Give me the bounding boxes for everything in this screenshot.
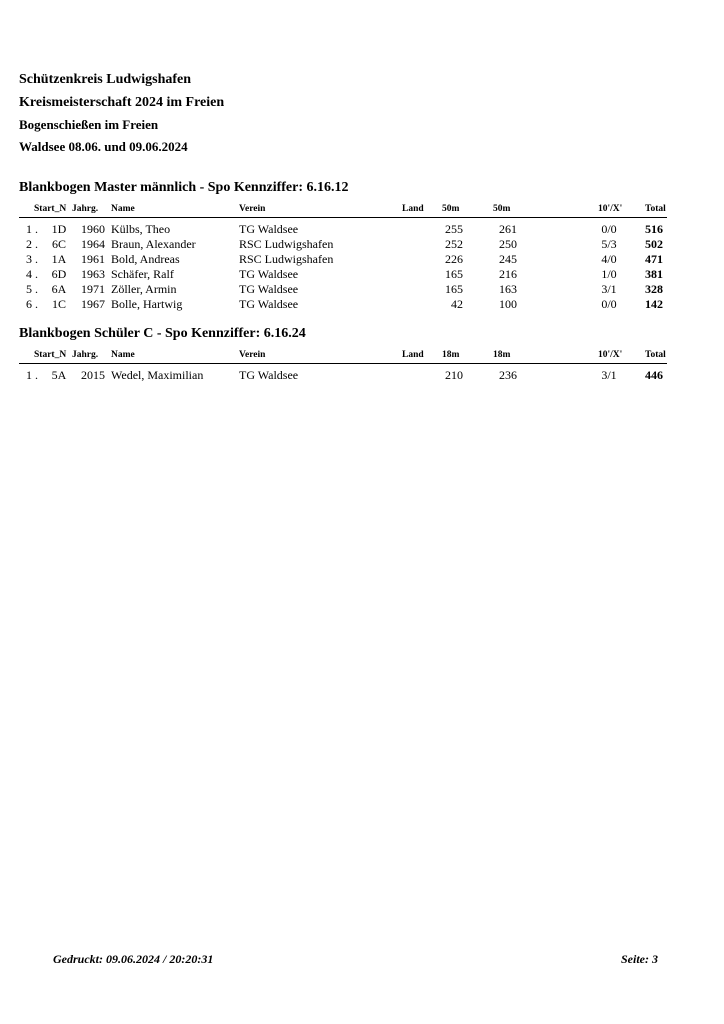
column-header-row [0,202,724,216]
total: 471 [645,252,663,266]
rank: 2 . [26,237,38,251]
col-total: Total [645,204,666,214]
tens-x: 4/0 [601,252,617,266]
col-start-number: Start_N [34,204,67,214]
tens-x: 0/0 [601,222,617,236]
start-number: 6C [51,237,66,251]
page-number: Seite: 3 [621,952,658,966]
archer-name: Braun, Alexander [111,237,196,251]
club: TG Waldsee [239,282,299,296]
tens-x: 3/1 [601,282,617,296]
birth-year: 2015 [81,368,105,382]
score-1: 165 [445,267,463,281]
start-number: 6A [51,282,67,296]
discipline-title: Bogenschießen im Freien [19,117,159,132]
rank: 1 . [26,368,38,382]
start-number: 1C [51,297,66,311]
col-tens-x: 10'/X' [598,204,623,214]
birth-year: 1967 [81,297,105,311]
col-score-1: 18m [442,350,460,360]
start-number: 5A [51,368,67,382]
rank: 5 . [26,282,38,296]
col-name: Name [111,204,135,214]
rank: 1 . [26,222,38,236]
col-club: Verein [239,350,266,360]
rank: 4 . [26,267,38,281]
header-divider [19,217,667,218]
col-land: Land [402,204,424,214]
total: 502 [645,237,663,251]
score-1: 210 [445,368,463,382]
total: 381 [645,267,663,281]
archer-name: Bold, Andreas [111,252,180,266]
result-row [0,222,724,237]
result-row [0,237,724,252]
birth-year: 1971 [81,282,105,296]
start-number: 1A [51,252,67,266]
archer-name: Schäfer, Ralf [111,267,174,281]
score-2: 250 [499,237,517,251]
score-2: 236 [499,368,517,382]
col-tens-x: 10'/X' [598,350,623,360]
score-1: 165 [445,282,463,296]
result-row [0,267,724,282]
rank: 3 . [26,252,38,266]
club: TG Waldsee [239,368,299,382]
club: RSC Ludwigshafen [239,237,334,251]
archer-name: Bolle, Hartwig [111,297,183,311]
club: TG Waldsee [239,297,299,311]
club: TG Waldsee [239,267,299,281]
col-name: Name [111,350,135,360]
col-total: Total [645,350,666,360]
score-2: 163 [499,282,517,296]
col-club: Verein [239,204,266,214]
total: 328 [645,282,663,296]
result-row [0,368,724,383]
rank: 6 . [26,297,38,311]
col-birth-year: Jahrg. [72,350,99,360]
score-2: 261 [499,222,517,236]
tens-x: 5/3 [601,237,617,251]
col-land: Land [402,350,424,360]
score-1: 252 [445,237,463,251]
event-title: Kreismeisterschaft 2024 im Freien [19,95,225,110]
archer-name: Zöller, Armin [111,282,177,296]
event-date-location: Waldsee 08.06. und 09.06.2024 [19,139,188,154]
tens-x: 1/0 [601,267,617,281]
tens-x: 0/0 [601,297,617,311]
birth-year: 1964 [81,237,105,251]
total: 446 [645,368,663,382]
section-title: Blankbogen Master männlich - Spo Kennziffer: 6.16.12 [19,180,349,195]
start-number: 1D [51,222,67,236]
club: TG Waldsee [239,222,299,236]
result-row [0,297,724,312]
score-2: 100 [499,297,517,311]
start-number: 6D [51,267,67,281]
score-1: 42 [451,297,463,311]
club-name: Schützenkreis Ludwigshafen [19,72,192,87]
col-score-2: 18m [493,350,511,360]
birth-year: 1961 [81,252,105,266]
result-row [0,282,724,297]
score-2: 245 [499,252,517,266]
col-score-1: 50m [442,204,460,214]
birth-year: 1963 [81,267,105,281]
result-row [0,252,724,267]
score-1: 226 [445,252,463,266]
column-header-row [0,348,724,362]
birth-year: 1960 [81,222,105,236]
score-2: 216 [499,267,517,281]
archer-name: Wedel, Maximilian [111,368,204,382]
col-birth-year: Jahrg. [72,204,99,214]
total: 516 [645,222,663,236]
tens-x: 3/1 [601,368,617,382]
col-start-number: Start_N [34,350,67,360]
printed-timestamp: Gedruckt: 09.06.2024 / 20:20:31 [53,952,214,966]
total: 142 [645,297,663,311]
archer-name: Külbs, Theo [111,222,171,236]
header-divider [19,363,667,364]
score-1: 255 [445,222,463,236]
col-score-2: 50m [493,204,511,214]
section-title: Blankbogen Schüler C - Spo Kennziffer: 6.16.24 [19,326,306,341]
club: RSC Ludwigshafen [239,252,334,266]
